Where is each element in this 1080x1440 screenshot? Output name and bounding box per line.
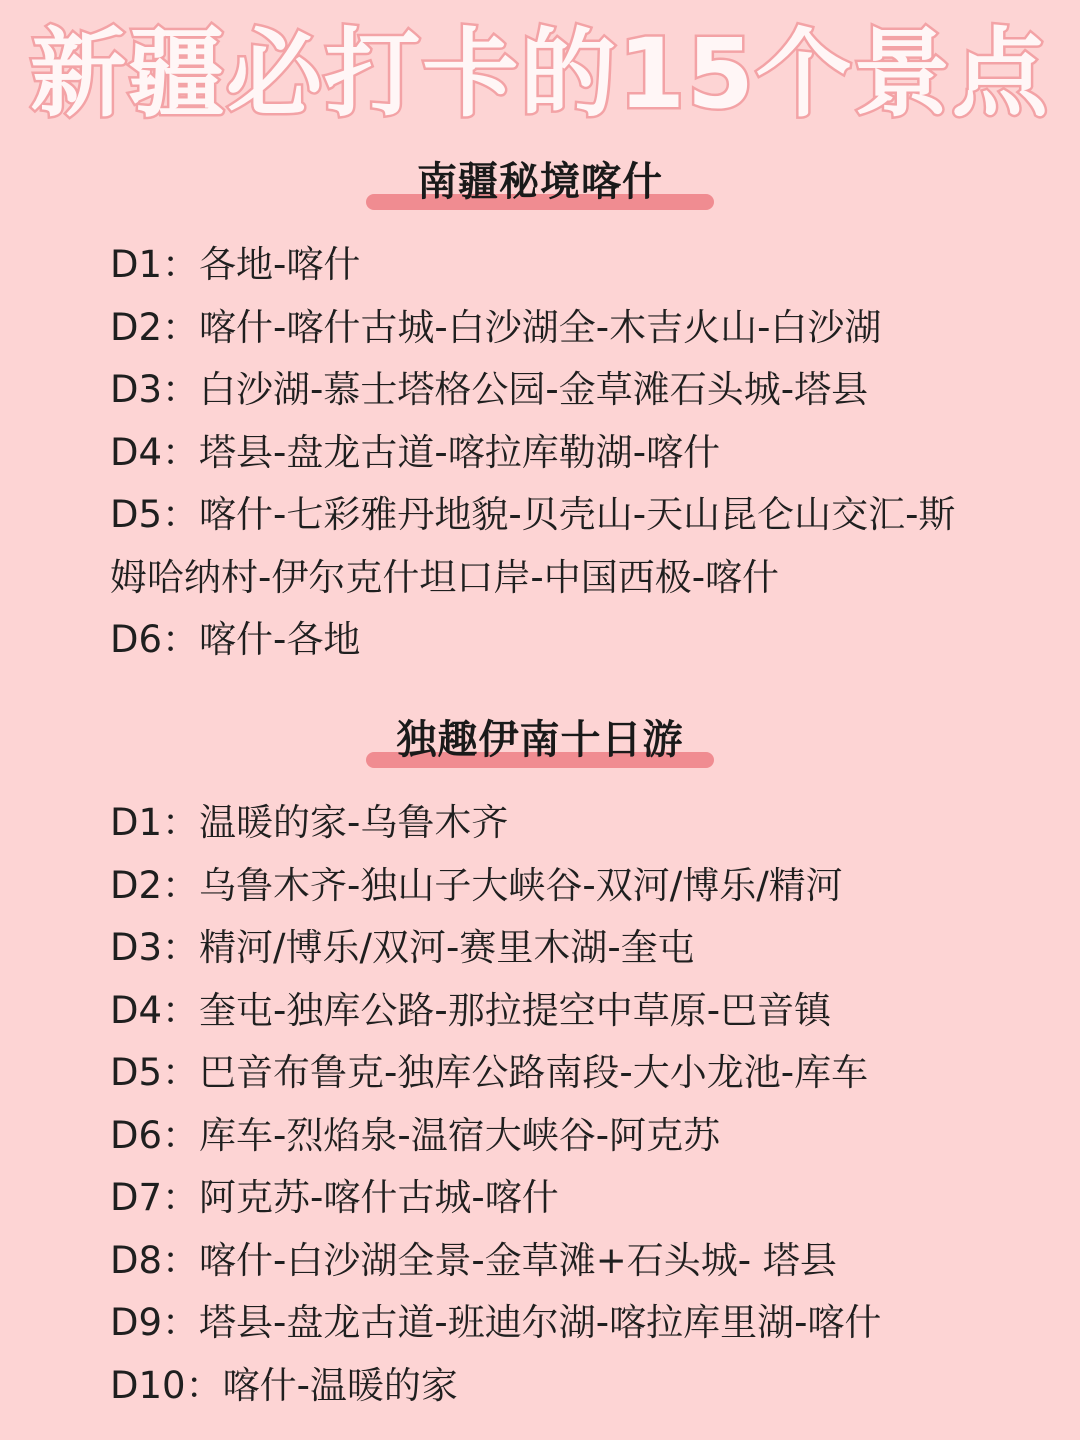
- itinerary-day: [0, 917, 960, 980]
- itinerary-list: [0, 792, 1080, 1417]
- day-label: D5：: [110, 493, 200, 536]
- day-label: D9：: [110, 1301, 200, 1344]
- day-route: 温暖的家-乌鲁木齐: [199, 801, 509, 844]
- itinerary-day: [0, 234, 960, 297]
- day-route: 喀什-温暖的家: [222, 1363, 458, 1407]
- section-south-xinjiang: [0, 150, 1080, 672]
- day-label: D8：: [110, 1238, 200, 1282]
- day-route: 库车-烈焰泉-温宿大峡谷-阿克苏: [199, 1113, 721, 1157]
- day-label: D10：: [110, 1363, 223, 1407]
- itinerary-day: [0, 1355, 960, 1418]
- section-ili-south: [0, 708, 1080, 1417]
- itinerary-day: [0, 855, 960, 918]
- itinerary-day: [0, 792, 960, 855]
- day-route: 奎屯-独库公路-那拉提空中草原-巴音镇: [199, 988, 832, 1032]
- day-label: D1：: [110, 243, 200, 286]
- day-label: D2：: [110, 863, 200, 907]
- itinerary-day: [0, 297, 960, 360]
- day-route: 各地-喀什: [199, 243, 361, 286]
- itinerary-day: [0, 609, 960, 672]
- day-label: D6：: [110, 1113, 200, 1157]
- itinerary-day: [0, 1105, 960, 1168]
- day-route: 喀什-各地: [199, 618, 361, 661]
- day-route: 喀什-白沙湖全景-金草滩+石头城- 塔县: [199, 1238, 837, 1282]
- itinerary-day: [0, 1042, 960, 1105]
- day-route: 塔县-盘龙古道-喀拉库勒湖-喀什: [199, 430, 721, 474]
- day-route: 喀什-喀什古城-白沙湖全-木吉火山-白沙湖: [199, 305, 882, 349]
- day-label: D5：: [110, 1051, 200, 1094]
- itinerary-day: [0, 1292, 960, 1355]
- day-route: 阿克苏-喀什古城-喀什: [199, 1176, 559, 1219]
- day-route: 喀什-七彩雅丹地貌-贝壳山-天山昆仑山交汇-斯姆哈纳村-伊尔克什坦口岸-中国西极-喀什: [110, 493, 956, 599]
- day-route: 巴音布鲁克-独库公路南段-大小龙池-库车: [199, 1051, 869, 1094]
- itinerary-day: [0, 980, 960, 1043]
- itinerary-list: [0, 234, 1080, 672]
- itinerary-day: [0, 1230, 960, 1293]
- day-route: 精河/博乐/双河-赛里木湖-奎屯: [199, 926, 695, 969]
- day-route: 乌鲁木齐-独山子大峡谷-双河/博乐/精河: [199, 863, 843, 907]
- itinerary-day: [0, 359, 960, 422]
- section-heading: 独趣伊南十日游: [396, 717, 684, 763]
- itinerary-day: [0, 484, 960, 609]
- day-label: D1：: [110, 801, 200, 844]
- day-label: D3：: [110, 926, 200, 969]
- day-label: D6：: [110, 618, 200, 661]
- section-header: [0, 150, 1080, 222]
- day-route: 塔县-盘龙古道-班迪尔湖-喀拉库里湖-喀什: [199, 1301, 882, 1344]
- day-label: D7：: [110, 1176, 200, 1219]
- page-title: 新疆必打卡的15个景点: [30, 18, 1050, 130]
- itinerary-day: [0, 422, 960, 485]
- section-heading: 南疆秘境喀什: [417, 159, 663, 205]
- itinerary-day: [0, 1167, 960, 1230]
- day-label: D4：: [110, 988, 200, 1032]
- day-label: D4：: [110, 430, 200, 474]
- day-label: D2：: [110, 305, 200, 349]
- day-label: D3：: [110, 368, 200, 411]
- section-header: [0, 708, 1080, 780]
- day-route: 白沙湖-慕士塔格公园-金草滩石头城-塔县: [199, 368, 869, 411]
